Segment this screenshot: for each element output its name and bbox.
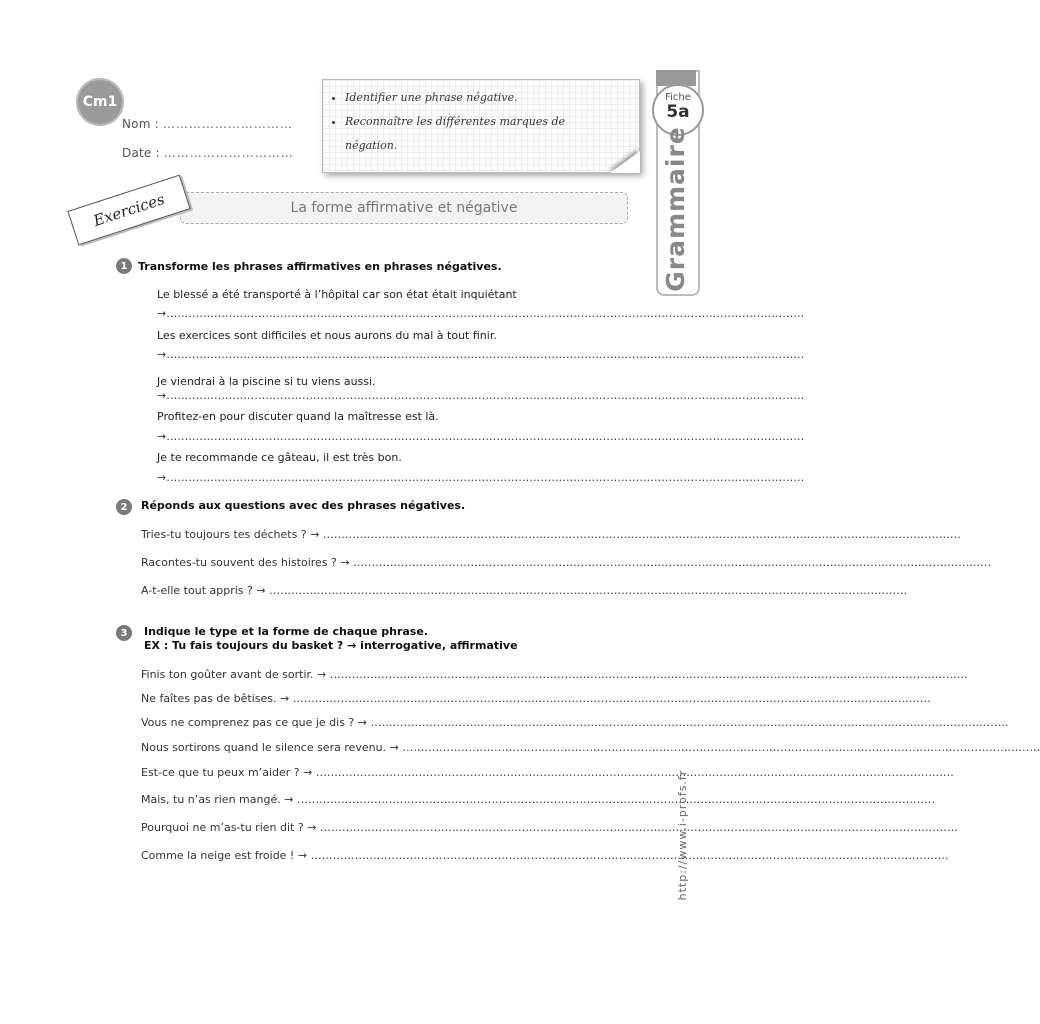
arrow-icon: → [280, 692, 290, 705]
sentence-text: Nous sortirons quand le silence sera revenu. [141, 741, 387, 754]
answer-dots: ………………………………………………………………………………………………………………………………………………………… [296, 793, 935, 806]
exercise-1-sentence: Je te recommande ce gâteau, il est très bon. [157, 451, 402, 464]
answer-dots: ………………………………………………………………………………………………………………………………………………………… [370, 716, 1009, 729]
sentence-text: Est-ce que tu peux m’aider ? [141, 766, 300, 779]
answer-line[interactable] [157, 307, 805, 320]
exercises-label: Exercices [67, 175, 190, 246]
answer-dots: ………………………………………………………………………………………………………………………………………………………… [166, 348, 805, 361]
name-dots: ………………………… [162, 117, 293, 131]
answer-dots: ………………………………………………………………………………………………………………………………………………………… [353, 556, 992, 569]
sentence-text: Mais, tu n’as rien mangé. [141, 793, 281, 806]
fiche-label: Fiche [665, 92, 691, 103]
answer-dots: ………………………………………………………………………………………………………………………………………………………… [292, 692, 931, 705]
answer-dots: ………………………………………………………………………………………………………………………………………………………… [166, 307, 805, 320]
question-row[interactable] [141, 556, 992, 569]
answer-dots: ………………………………………………………………………………………………………………………………………………………… [269, 584, 908, 597]
exercise-2-number: 2 [116, 499, 132, 515]
exercise-1-sentence: Le blessé a été transporté à l’hôpital car son état était inquiétant [157, 288, 517, 301]
answer-dots: ………………………………………………………………………………………………………………………………………………………… [166, 471, 805, 484]
exercise-1-instruction: Transforme les phrases affirmatives en phrases négatives. [138, 260, 502, 273]
question-text: Racontes-tu souvent des histoires ? [141, 556, 337, 569]
arrow-icon: → [256, 584, 266, 597]
answer-line[interactable] [157, 471, 805, 484]
answer-dots: ………………………………………………………………………………………………………………………………………………………… [322, 528, 961, 541]
sentence-row[interactable] [141, 766, 954, 779]
sentence-row[interactable] [141, 849, 949, 862]
fiche-number: 5a [666, 102, 690, 122]
page-fold-corner [610, 151, 640, 173]
arrow-icon: → [303, 766, 313, 779]
sentence-row[interactable] [141, 668, 968, 681]
arrow-icon: → [157, 307, 167, 320]
arrow-icon: → [317, 668, 327, 681]
question-row[interactable] [141, 528, 961, 541]
sentence-text: Comme la neige est froide ! [141, 849, 295, 862]
objectives-list [323, 86, 639, 158]
answer-dots: ………………………………………………………………………………………………………………………………………………………… [166, 389, 805, 402]
arrow-icon: → [157, 389, 167, 402]
arrow-icon: → [284, 793, 294, 806]
arrow-icon: → [307, 821, 317, 834]
objective-item: • Identifier une phrase négative. [345, 86, 639, 110]
answer-dots: ………………………………………………………………………………………………………………………………………………………… [329, 668, 968, 681]
subject-label: Grammaire [661, 126, 690, 292]
objective-item: • Reconnaître les différentes marques de négation. [345, 110, 639, 158]
question-text: Tries-tu toujours tes déchets ? [141, 528, 307, 541]
website-watermark: http://www.i-profs.fr [676, 769, 689, 901]
exercise-3-number: 3 [116, 625, 132, 641]
arrow-icon: → [157, 430, 167, 443]
answer-dots: ………………………………………………………………………………………………………………………………………………………… [315, 766, 954, 779]
sentence-text: Pourquoi ne m’as-tu rien dit ? [141, 821, 304, 834]
page-title: La forme affirmative et négative [180, 192, 628, 224]
exercise-3-example: EX : Tu fais toujours du basket ? → interrogative, affirmative [144, 639, 518, 652]
sentence-row[interactable] [141, 692, 931, 705]
sentence-text: Finis ton goûter avant de sortir. [141, 668, 314, 681]
sentence-text: Ne faîtes pas de bêtises. [141, 692, 277, 705]
date-label: Date : [122, 146, 160, 160]
level-badge: Cm1 [76, 78, 124, 126]
sentence-row[interactable] [141, 821, 958, 834]
answer-line[interactable] [157, 389, 805, 402]
objectives-card [322, 79, 640, 173]
exercise-1-sentence: Je viendrai à la piscine si tu viens aussi. [157, 375, 376, 388]
sentence-text: Vous ne comprenez pas ce que je dis ? [141, 716, 355, 729]
exercise-1-number: 1 [116, 258, 132, 274]
arrow-icon: → [389, 741, 399, 754]
sentence-row[interactable] [141, 793, 935, 806]
arrow-icon: → [310, 528, 320, 541]
arrow-icon: → [340, 556, 350, 569]
arrow-icon: → [357, 716, 367, 729]
exercise-1-sentence: Les exercices sont difficiles et nous aurons du mal à tout finir. [157, 329, 497, 342]
answer-line[interactable] [157, 430, 805, 443]
arrow-icon: → [157, 348, 167, 361]
exercise-3-instruction: Indique le type et la forme de chaque phrase. [144, 625, 428, 638]
date-dots: ………………………… [163, 146, 294, 160]
answer-dots: ………………………………………………………………………………………………………………………………………………………… [310, 849, 949, 862]
answer-dots: ………………………………………………………………………………………………………………………………………………………… [166, 430, 805, 443]
question-text: A-t-elle tout appris ? [141, 584, 253, 597]
answer-dots: ………………………………………………………………………………………………………………………………………………………… [402, 741, 1040, 754]
question-row[interactable] [141, 584, 908, 597]
sentence-row[interactable] [141, 716, 1009, 729]
sentence-row[interactable] [141, 741, 1040, 754]
name-label: Nom : [122, 117, 159, 131]
arrow-icon: → [297, 849, 308, 862]
answer-line[interactable] [157, 348, 805, 361]
exercise-2-instruction: Réponds aux questions avec des phrases négatives. [141, 499, 466, 512]
date-field [122, 146, 294, 160]
answer-dots: ………………………………………………………………………………………………………………………………………………………… [319, 821, 958, 834]
exercise-1-sentence: Profitez-en pour discuter quand la maîtresse est là. [157, 410, 439, 423]
arrow-icon: → [157, 471, 167, 484]
name-field [122, 117, 293, 131]
